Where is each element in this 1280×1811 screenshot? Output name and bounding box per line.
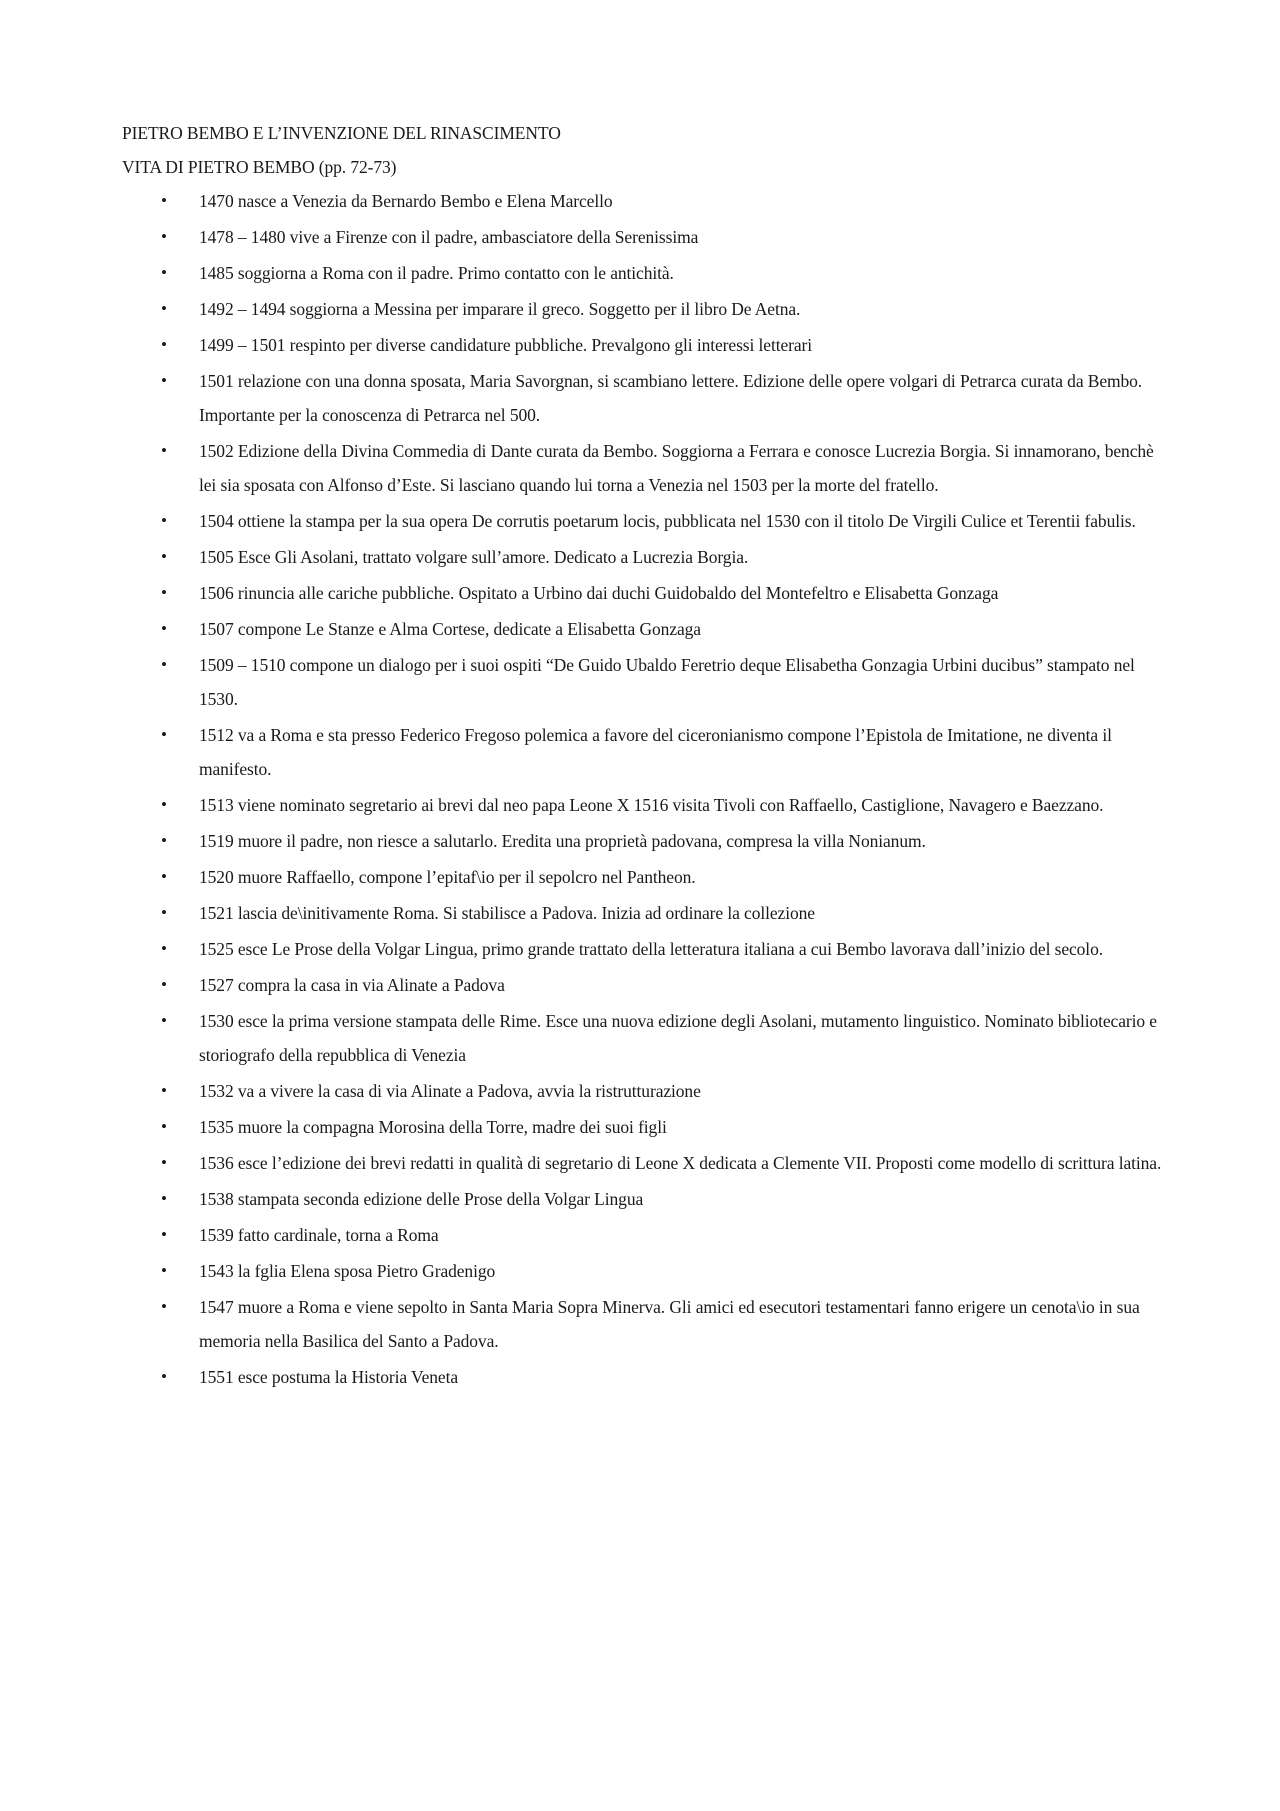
bullet-icon: • <box>161 583 167 602</box>
list-item-text: 1551 esce postuma la Historia Veneta <box>199 1367 458 1387</box>
bullet-icon: • <box>161 227 167 246</box>
list-item-text: 1499 – 1501 respinto per diverse candidature pubbliche. Prevalgono gli interessi letterari <box>199 335 813 355</box>
list-item-text: 1501 relazione con una donna sposata, Maria Savorgnan, si scambiano lettere. Edizione delle opere volgari di Petrarca curata da Bembo. Importante per la conoscenza di Petrarca nel 500. <box>199 371 1143 425</box>
list-item-text: 1504 ottiene la stampa per la sua opera De corrutis poetarum locis, pubblicata nel 1530 con il titolo De Virgili Culice et Terentii fabulis. <box>199 511 1136 531</box>
bullet-icon: • <box>161 1011 167 1030</box>
list-item <box>122 1360 1172 1394</box>
list-item <box>122 292 1172 326</box>
list-item-text: 1470 nasce a Venezia da Bernardo Bembo e Elena Marcello <box>199 191 613 211</box>
list-item <box>122 256 1172 290</box>
list-item-text: 1485 soggiorna a Roma con il padre. Primo contatto con le antichità. <box>199 263 674 283</box>
list-item-text: 1513 viene nominato segretario ai brevi dal neo papa Leone X 1516 visita Tivoli con Raffaello, Castiglione, Navagero e Baezzano. <box>199 795 1104 815</box>
list-item <box>122 648 1172 716</box>
bullet-icon: • <box>161 725 167 744</box>
list-item-text: 1536 esce l’edizione dei brevi redatti in qualità di segretario di Leone X dedicata a Clemente VII. Proposti come modello di scrittura latina. <box>199 1153 1162 1173</box>
bullet-icon: • <box>161 1297 167 1316</box>
bullet-icon: • <box>161 511 167 530</box>
list-item-text: 1543 la fglia Elena sposa Pietro Gradenigo <box>199 1261 496 1281</box>
list-item-text: 1530 esce la prima versione stampata delle Rime. Esce una nuova edizione degli Asolani, mutamento linguistico. Nominato bibliotecario e storiografo della repubblica di Venezia <box>199 1011 1157 1065</box>
document-heading: PIETRO BEMBO E L’INVENZIONE DEL RINASCIMENTO <box>122 123 561 143</box>
list-item <box>122 1074 1172 1108</box>
list-item <box>122 824 1172 858</box>
bullet-icon: • <box>161 1153 167 1172</box>
bullet-icon: • <box>161 263 167 282</box>
bullet-icon: • <box>161 441 167 460</box>
list-item-text: 1505 Esce Gli Asolani, trattato volgare sull’amore. Dedicato a Lucrezia Borgia. <box>199 547 749 567</box>
bullet-icon: • <box>161 975 167 994</box>
list-item-text: 1520 muore Raffaello, compone l’epitaf\io per il sepolcro nel Pantheon. <box>199 867 696 887</box>
list-item-text: 1519 muore il padre, non riesce a salutarlo. Eredita una proprietà padovana, compresa la villa Nonianum. <box>199 831 926 851</box>
bullet-icon: • <box>161 335 167 354</box>
list-item <box>122 220 1172 254</box>
list-item <box>122 1110 1172 1144</box>
list-item <box>122 718 1172 786</box>
list-item-text: 1507 compone Le Stanze e Alma Cortese, dedicate a Elisabetta Gonzaga <box>199 619 701 639</box>
list-item <box>122 576 1172 610</box>
bullet-icon: • <box>161 371 167 390</box>
bullet-icon: • <box>161 299 167 318</box>
bullet-icon: • <box>161 1081 167 1100</box>
list-item <box>122 1146 1172 1180</box>
list-item <box>122 612 1172 646</box>
list-item-text: 1506 rinuncia alle cariche pubbliche. Ospitato a Urbino dai duchi Guidobaldo del Montefeltro e Elisabetta Gonzaga <box>199 583 999 603</box>
list-item <box>122 932 1172 966</box>
list-item <box>122 860 1172 894</box>
bullet-icon: • <box>161 1367 167 1386</box>
timeline-list <box>122 184 1172 1394</box>
bullet-icon: • <box>161 939 167 958</box>
bullet-icon: • <box>161 1261 167 1280</box>
list-item-text: 1478 – 1480 vive a Firenze con il padre, ambasciatore della Serenissima <box>199 227 699 247</box>
bullet-icon: • <box>161 867 167 886</box>
bullet-icon: • <box>161 1117 167 1136</box>
list-item-text: 1512 va a Roma e sta presso Federico Fregoso polemica a favore del ciceronianismo compone l’Epistola de Imitatione, ne diventa il manifesto. <box>199 725 1112 779</box>
list-item <box>122 1182 1172 1216</box>
bullet-icon: • <box>161 191 167 210</box>
list-item-text: 1525 esce Le Prose della Volgar Lingua, primo grande trattato della letteratura italiana a cui Bembo lavorava dall’inizio del secolo. <box>199 939 1103 959</box>
list-item-text: 1509 – 1510 compone un dialogo per i suoi ospiti “De Guido Ubaldo Feretrio deque Elisabetha Gonzagia Urbini ducibus” stampato nel 1530. <box>199 655 1135 709</box>
list-item-text: 1502 Edizione della Divina Commedia di Dante curata da Bembo. Soggiorna a Ferrara e conosce Lucrezia Borgia. Si innamorano, benchè lei sia sposata con Alfonso d’Este. Si lasciano quando lui torna a Venezia nel 1503 per la morte del fratello. <box>199 441 1154 495</box>
list-item <box>122 896 1172 930</box>
list-item-text: 1521 lascia de\initivamente Roma. Si stabilisce a Padova. Inizia ad ordinare la collezione <box>199 903 815 923</box>
list-item-text: 1538 stampata seconda edizione delle Prose della Volgar Lingua <box>199 1189 644 1209</box>
list-item <box>122 1004 1172 1072</box>
list-item <box>122 788 1172 822</box>
list-item <box>122 1254 1172 1288</box>
list-item <box>122 328 1172 362</box>
list-item <box>122 504 1172 538</box>
list-item <box>122 1290 1172 1358</box>
list-item-text: 1539 fatto cardinale, torna a Roma <box>199 1225 439 1245</box>
document-page <box>122 116 1172 1396</box>
bullet-icon: • <box>161 1189 167 1208</box>
bullet-icon: • <box>161 1225 167 1244</box>
list-item <box>122 540 1172 574</box>
document-subheading: VITA DI PIETRO BEMBO (pp. 72-73) <box>122 157 397 177</box>
list-item-text: 1527 compra la casa in via Alinate a Padova <box>199 975 505 995</box>
list-item <box>122 184 1172 218</box>
bullet-icon: • <box>161 831 167 850</box>
list-item <box>122 364 1172 432</box>
list-item-text: 1535 muore la compagna Morosina della Torre, madre dei suoi figli <box>199 1117 667 1137</box>
list-item <box>122 968 1172 1002</box>
list-item <box>122 1218 1172 1252</box>
bullet-icon: • <box>161 619 167 638</box>
list-item <box>122 434 1172 502</box>
bullet-icon: • <box>161 547 167 566</box>
list-item-text: 1532 va a vivere la casa di via Alinate a Padova, avvia la ristrutturazione <box>199 1081 701 1101</box>
list-item-text: 1547 muore a Roma e viene sepolto in Santa Maria Sopra Minerva. Gli amici ed esecutori testamentari fanno erigere un cenota\io in sua memoria nella Basilica del Santo a Padova. <box>199 1297 1140 1351</box>
bullet-icon: • <box>161 795 167 814</box>
bullet-icon: • <box>161 655 167 674</box>
list-item-text: 1492 – 1494 soggiorna a Messina per imparare il greco. Soggetto per il libro De Aetna. <box>199 299 801 319</box>
bullet-icon: • <box>161 903 167 922</box>
